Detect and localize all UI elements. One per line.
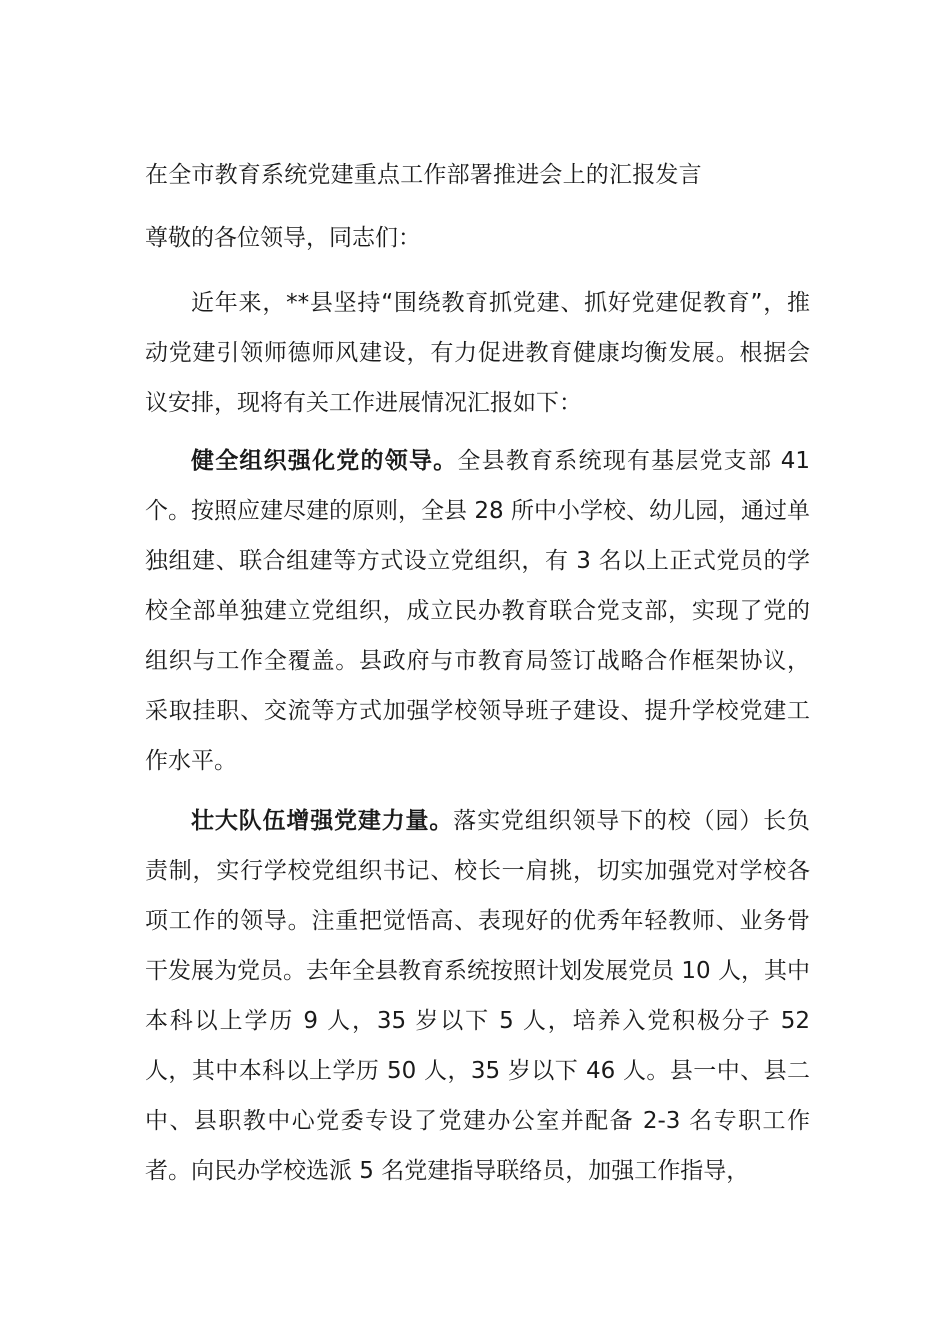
paragraph-text: 全县教育系统现有基层党支部 41 个。按照应建尽建的原则，全县 28 所中小学校、幼儿园，通过单独组建、联合组建等方式设立党组织，有 3 名以上正式党员的学校全部单独建立党组织，成立民办教育联合党支部，实现了党的组织与工作全覆盖。县政府与市教育局签订战略合作框架协议，采取挂职、交流等方式加强学校领导班子建设、提升学校党建工作水平。 xyxy=(145,448,811,774)
paragraph-heading: 壮大队伍增强党建力量。 xyxy=(191,808,454,834)
paragraph-organization xyxy=(145,436,810,786)
paragraph-text: 落实党组织领导下的校（园）长负责制，实行学校党组织书记、校长一肩挑，切实加强党对学校各项工作的领导。注重把觉悟高、表现好的优秀年轻教师、业务骨干发展为党员。去年全县教育系统按照计划发展党员 10 人，其中本科以上学历 9 人，35 岁以下 5 人，培养入党积极分子 52 人，其中本科以上学历 50 人，35 岁以下 46 人。县一中、县二中、县职教中心党委专设了党建办公室并配备 2-3 名专职工作者。向民办学校选派 5 名党建指导联络员，加强工作指导， xyxy=(145,808,811,1184)
paragraph-heading: 健全组织强化党的领导。 xyxy=(191,448,458,474)
paragraph-text: 近年来，**县坚持“围绕教育抓党建、抓好党建促教育”，推动党建引领师德师风建设，有力促进教育健康均衡发展。根据会议安排，现将有关工作进展情况汇报如下： xyxy=(145,290,810,416)
document-title: 在全市教育系统党建重点工作部署推进会上的汇报发言 xyxy=(145,162,702,188)
paragraph-intro xyxy=(145,278,810,428)
salutation: 尊敬的各位领导，同志们： xyxy=(145,225,421,251)
paragraph-team xyxy=(145,796,810,1196)
